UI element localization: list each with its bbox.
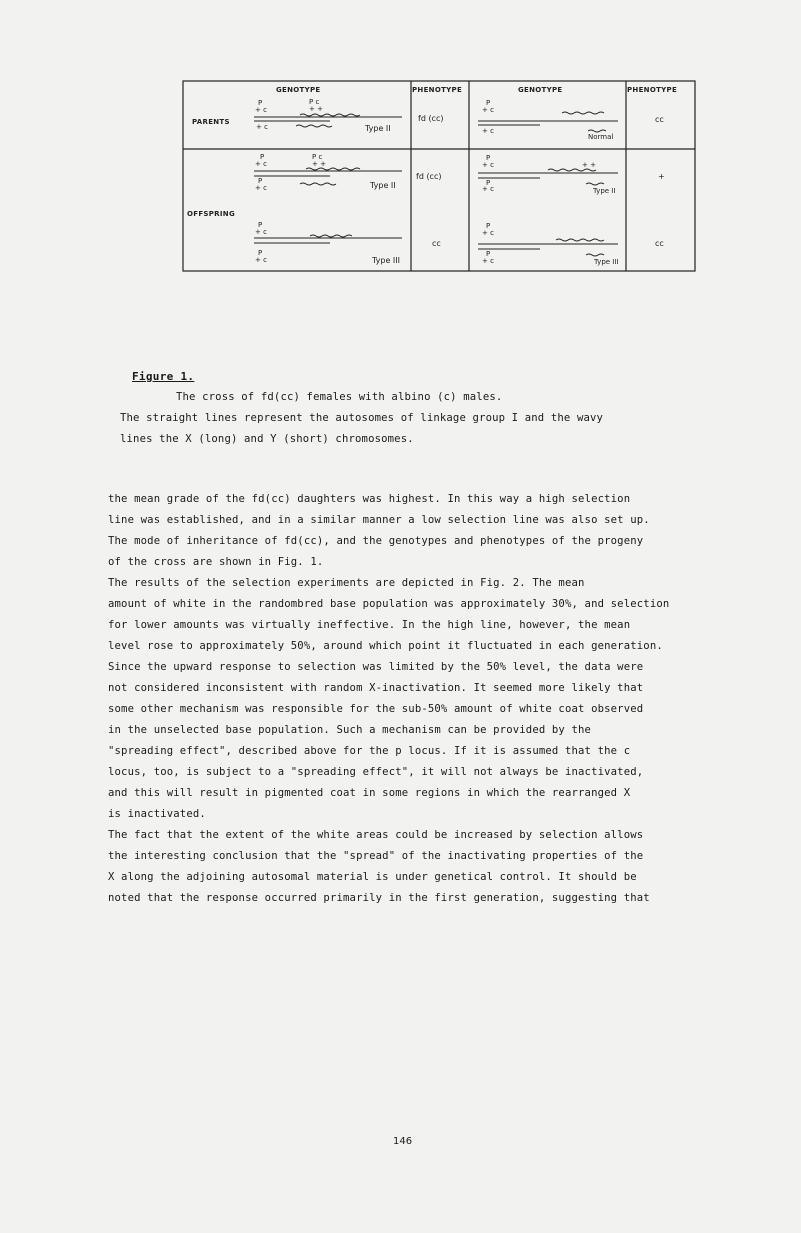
body-line: amount of white in the randombred base population was approximately 30%, and selection [108,598,670,610]
symbol-plus-c: + c [255,184,267,192]
symbol-pc: P c [309,98,320,106]
symbol-plus-c: + c [255,256,267,264]
phenotype-header-left: PHENOTYPE [412,86,463,94]
symbol-p: P [258,249,263,257]
symbol-plus-c: + c [482,185,494,193]
figure-lines [0,0,801,300]
figure-caption-label: Figure 1. [132,370,195,383]
symbol-plus-c: + c [482,127,494,135]
body-line: in the unselected base population. Such a mechanism can be provided by the [108,724,592,736]
body-line: "spreading effect", described above for the p locus. If it is assumed that the c [108,745,631,757]
body-line: not considered inconsistent with random X-inactivation. It seemed more likely that [108,682,644,694]
type-label: Type II [365,124,391,133]
body-line: for lower amounts was virtually ineffective. In the high line, however, the mean [108,619,631,631]
symbol-plus-c: + c [255,160,267,168]
body-line: locus, too, is subject to a "spreading effect", it will not always be inactivated, [108,766,644,778]
phenotype-parent-left: fd (cc) [418,114,444,123]
symbol-p: P [486,179,491,187]
symbol-pc: P c [312,153,323,161]
symbol-plus-c: + c [482,257,494,265]
row-label-parents: PARENTS [192,118,230,126]
caption-line: The straight lines represent the autosomes of linkage group I and the wavy [120,412,604,424]
symbol-plusplus: + + [309,105,323,113]
body-line: The results of the selection experiments are depicted in Fig. 2. The mean [108,577,585,589]
symbol-plus-c: + c [255,106,267,114]
type-label: Type II [370,181,396,190]
body-line: the interesting conclusion that the "spread" of the inactivating properties of the [108,850,644,862]
body-line: the mean grade of the fd(cc) daughters was highest. In this way a high selection [108,493,631,505]
body-line: line was established, and in a similar manner a low selection line was also set up. [108,514,650,526]
body-line: X along the adjoining autosomal material is under genetical control. It should be [108,871,637,883]
symbol-plus-c: + c [482,161,494,169]
page-number: 146 [393,1136,413,1147]
body-line: The mode of inheritance of fd(cc), and the genotypes and phenotypes of the progeny [108,535,644,547]
symbol-p: P [258,221,263,229]
symbol-p: P [486,154,491,162]
symbol-p: P [486,222,491,230]
type-label: Type III [372,256,400,265]
genotype-header-right: GENOTYPE [518,86,563,94]
body-line: some other mechanism was responsible for the sub-50% amount of white coat observed [108,703,644,715]
phenotype-offspring-left-1: fd (cc) [416,172,442,181]
body-line: noted that the response occurred primarily in the first generation, suggesting that [108,892,650,904]
symbol-p: P [260,153,265,161]
type-label: Type III [594,258,619,266]
symbol-p: P [486,99,491,107]
caption-line: The cross of fd(cc) females with albino (c) males. [176,391,503,403]
symbol-plus-c: + c [256,123,268,131]
symbol-plusplus: + + [312,160,326,168]
type-label: Normal [588,133,614,141]
body-line: is inactivated. [108,808,206,820]
genotype-header-left: GENOTYPE [276,86,321,94]
phenotype-offspring-right-2: cc [655,239,664,248]
body-line: Since the upward response to selection was limited by the 50% level, the data were [108,661,644,673]
body-line: of the cross are shown in Fig. 1. [108,556,324,568]
body-line: and this will result in pigmented coat in some regions in which the rearranged X [108,787,631,799]
symbol-plusplus: + + [582,161,596,169]
row-label-offspring: OFFSPRING [187,210,235,218]
type-label: Type II [593,187,616,195]
symbol-p: P [486,250,491,258]
symbol-p: P [258,99,263,107]
phenotype-parent-right: cc [655,115,664,124]
caption-line: lines the X (long) and Y (short) chromosomes. [120,433,414,445]
symbol-plus-c: + c [255,228,267,236]
symbol-plus-c: + c [482,229,494,237]
symbol-plus-c: + c [482,106,494,114]
body-line: level rose to approximately 50%, around which point it fluctuated in each generation. [108,640,663,652]
phenotype-offspring-left-2: cc [432,239,441,248]
figure-1-table [0,0,801,300]
symbol-p: P [258,177,263,185]
body-line: The fact that the extent of the white areas could be increased by selection allows [108,829,644,841]
phenotype-offspring-right-1: + [658,172,665,181]
phenotype-header-right: PHENOTYPE [627,86,678,94]
